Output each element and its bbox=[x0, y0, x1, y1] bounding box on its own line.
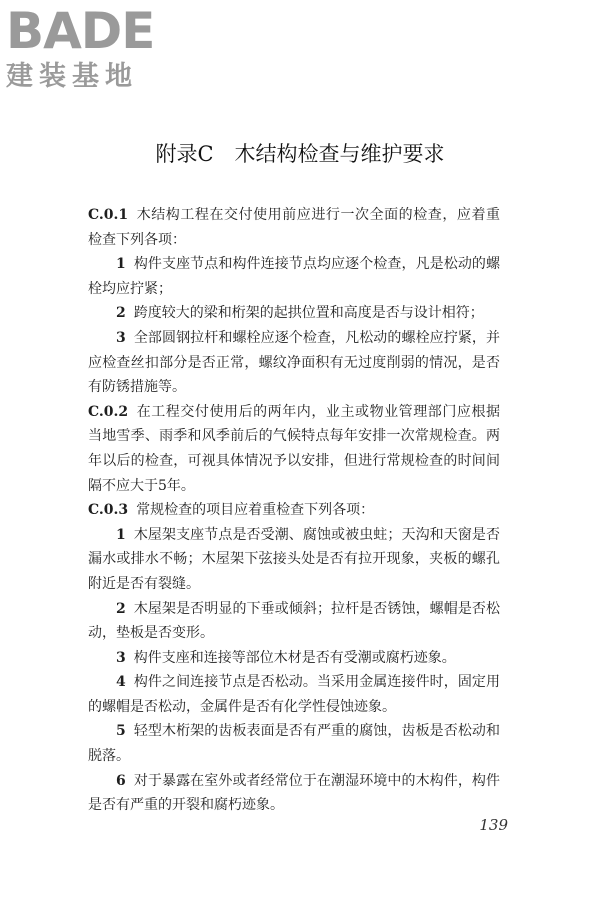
item-text: 全部圆钢拉杆和螺栓应逐个检查，凡松动的螺栓应拧紧，并应检查丝扣部分是否正常，螺纹净面积有无过度削弱的情况，是否有防锈措施等。 bbox=[88, 329, 500, 396]
clause-c-0-3-item-3 bbox=[88, 646, 500, 671]
item-number: 1 bbox=[116, 256, 126, 273]
clause-text: 常规检查的项目应着重检查下列各项： bbox=[136, 502, 375, 519]
item-number: 4 bbox=[116, 674, 126, 691]
item-number: 1 bbox=[116, 526, 126, 543]
item-text: 跨度较大的梁和桁架的起拱位置和高度是否与设计相符； bbox=[133, 305, 484, 322]
clause-c-0-1-item-2 bbox=[88, 301, 500, 326]
clause-text: 在工程交付使用后的两年内，业主或物业管理部门应根据当地雪季、雨季和风季前后的气候特点每年安排一次常规检查。两年以后的检查，可视具体情况予以安排，但进行常规检查的时间间隔不应大于5年。 bbox=[88, 403, 500, 494]
logo bbox=[6, 4, 176, 94]
clause-c-0-3-item-4 bbox=[88, 670, 500, 719]
clause-text: 木结构工程在交付使用前应进行一次全面的检查，应着重检查下列各项： bbox=[88, 207, 500, 248]
item-text: 构件之间连接节点是否松动。当采用金属连接件时，固定用的螺帽是否松动，金属件是否有化学性侵蚀迹象。 bbox=[88, 674, 500, 715]
item-number: 3 bbox=[116, 649, 126, 666]
item-number: 6 bbox=[116, 772, 126, 789]
item-text: 木屋架支座节点是否受潮、腐蚀或被虫蛀；天沟和天窗是否漏水或排水不畅；木屋架下弦接头处是否有拉开现象，夹板的螺孔附近是否有裂缝。 bbox=[88, 526, 500, 592]
clause-c-0-3 bbox=[88, 498, 500, 523]
logo-brand: BADE bbox=[6, 2, 155, 60]
clause-c-0-3-item-5 bbox=[88, 719, 500, 768]
clause-c-0-1-item-1 bbox=[88, 252, 500, 301]
item-text: 轻型木桁架的齿板表面是否有严重的腐蚀，齿板是否松动和脱落。 bbox=[88, 723, 500, 765]
item-text: 对于暴露在室外或者经常位于在潮湿环境中的木构件，构件是否有严重的开裂和腐朽迹象。 bbox=[88, 772, 500, 814]
clause-c-0-3-item-1 bbox=[88, 523, 500, 597]
clause-c-0-3-item-6 bbox=[88, 769, 500, 818]
clause-c-0-1-item-3 bbox=[88, 326, 500, 400]
clause-number: C.0.2 bbox=[88, 403, 129, 420]
item-text: 构件支座节点和构件连接节点均应逐个检查，凡是松动的螺栓均应拧紧； bbox=[88, 256, 500, 297]
item-text: 构件支座和连接等部位木材是否有受潮或腐朽迹象。 bbox=[133, 649, 456, 666]
page-number: 139 bbox=[479, 816, 508, 834]
clause-number: C.0.1 bbox=[88, 207, 129, 223]
logo-subtitle: 建装基地 bbox=[6, 61, 138, 92]
item-text: 木屋架是否明显的下垂或倾斜；拉杆是否锈蚀，螺帽是否松动，垫板是否变形。 bbox=[88, 600, 500, 642]
clause-number: C.0.3 bbox=[88, 502, 129, 519]
clause-c-0-2 bbox=[88, 400, 500, 498]
item-number: 3 bbox=[116, 329, 126, 346]
item-number: 2 bbox=[116, 600, 126, 617]
clause-c-0-1 bbox=[88, 203, 500, 252]
clause-c-0-3-item-2 bbox=[88, 597, 500, 646]
item-number: 5 bbox=[116, 723, 126, 740]
item-number: 2 bbox=[116, 305, 126, 322]
document-body bbox=[88, 203, 500, 818]
page-title: 附录C 木结构检查与维护要求 bbox=[155, 142, 445, 166]
